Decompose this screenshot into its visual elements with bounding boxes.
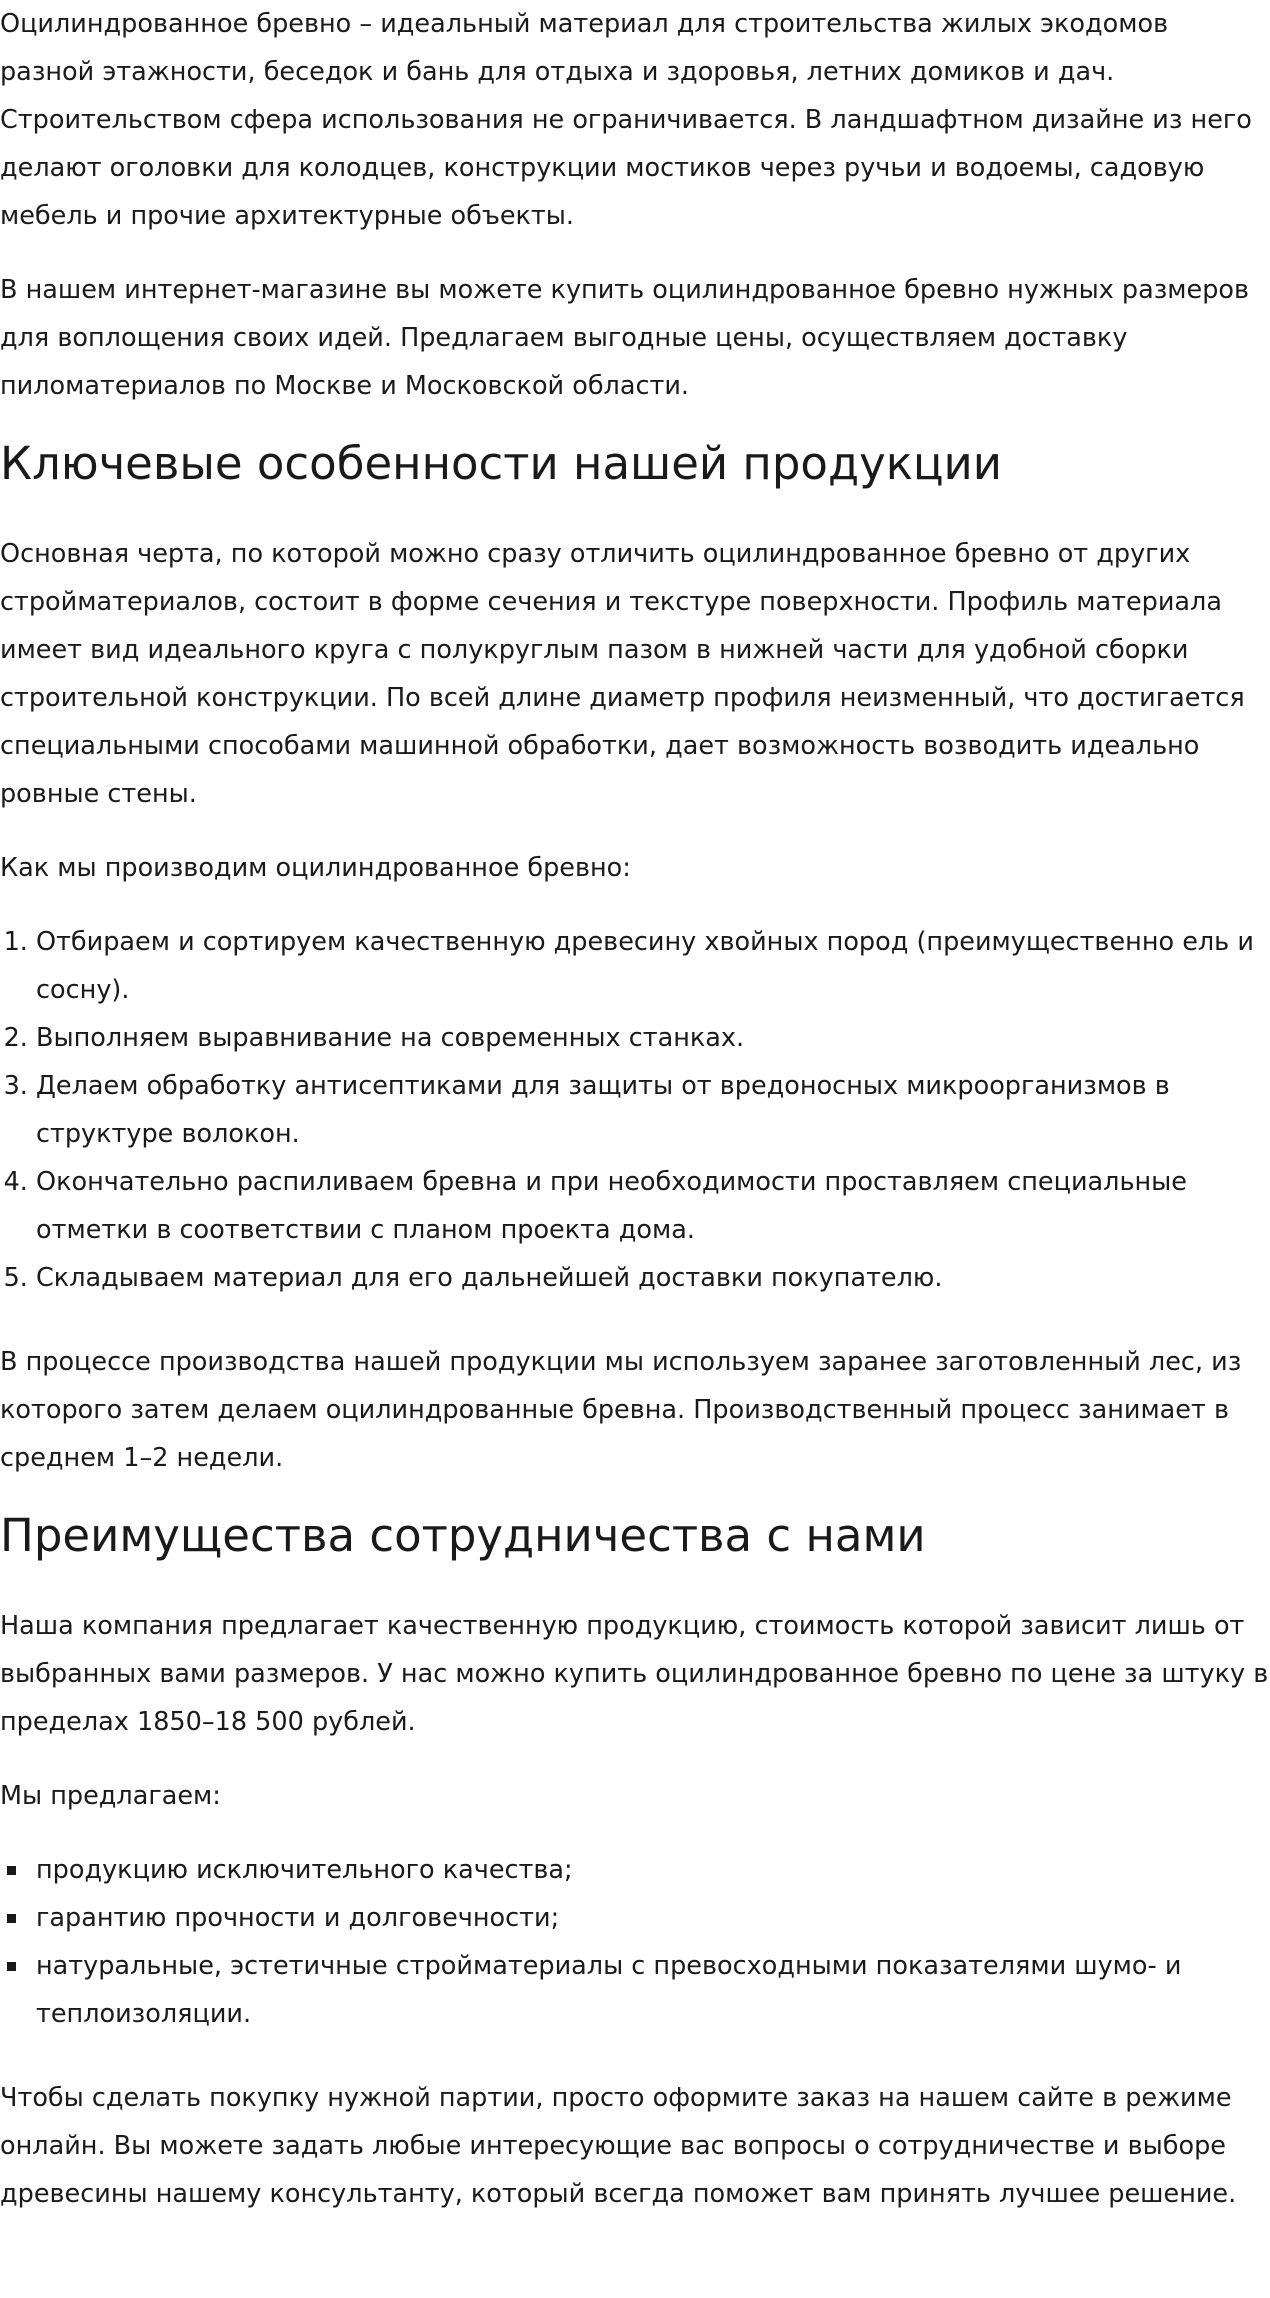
offer-item: гарантию прочности и долговечности; bbox=[36, 1894, 1270, 1942]
advantages-paragraph-2: Мы предлагаем: bbox=[0, 1781, 221, 1811]
offer-item: натуральные, эстетичные стройматериалы с превосходными показателями шумо- и теплоизоляции. bbox=[36, 1942, 1270, 2038]
features-paragraph-3: В процессе производства нашей продукции мы используем заранее заготовленный лес, из которого затем делаем оцилиндрованные бревна. Производственный процесс занимает в среднем 1–2 недели. bbox=[0, 1347, 1242, 1473]
offer-list bbox=[0, 1846, 1270, 2038]
production-steps-list bbox=[0, 918, 1270, 1302]
offer-item: продукцию исключительного качества; bbox=[36, 1846, 1270, 1894]
advantages-paragraph-1: Наша компания предлагает качественную продукцию, стоимость которой зависит лишь от выбранных вами размеров. У нас можно купить оцилиндрованное бревно по цене за штуку в пределах 1850–18 500 рублей. bbox=[0, 1611, 1269, 1737]
advantages-paragraph-3: Чтобы сделать покупку нужной партии, просто оформите заказ на нашем сайте в режиме онлайн. Вы можете задать любые интересующие вас вопросы о сотрудничестве и выборе древесины нашему консультанту, который всегда поможет вам принять лучшее решение. bbox=[0, 2083, 1237, 2209]
features-paragraph-1: Основная черта, по которой можно сразу отличить оцилиндрованное бревно от других стройматериалов, состоит в форме сечения и текстуре поверхности. Профиль материала имеет вид идеального круга с полукруглым пазом в нижней части для удобной сборки строительной конструкции. По всей длине диаметр профиля неизменный, что достигается специальными способами машинной обработки, дает возможность возводить идеально ровные стены. bbox=[0, 539, 1245, 809]
intro-paragraph-1: Оцилиндрованное бревно – идеальный материал для строительства жилых экодомов разной этажности, беседок и бань для отдыха и здоровья, летних домиков и дач. Строительством сфера использования не ограничивается. В ландшафтном дизайне из него делают оголовки для колодцев, конструкции мостиков через ручьи и водоемы, садовую мебель и прочие архитектурные объекты. bbox=[0, 9, 1252, 231]
production-step: 4. Окончательно распиливаем бревна и при необходимости проставляем специальные отметки в соответствии с планом проекта дома. bbox=[36, 1158, 1270, 1254]
production-step: 1. Отбираем и сортируем качественную древесину хвойных пород (преимущественно ель и сосну). bbox=[36, 918, 1270, 1014]
advantages-heading: Преимущества сотрудничества с нами bbox=[0, 1509, 926, 1562]
features-paragraph-2: Как мы производим оцилиндрованное бревно: bbox=[0, 853, 631, 883]
features-heading: Ключевые особенности нашей продукции bbox=[0, 437, 1002, 490]
production-step: 2. Выполняем выравнивание на современных станках. bbox=[36, 1014, 1270, 1062]
intro-paragraph-2: В нашем интернет-магазине вы можете купить оцилиндрованное бревно нужных размеров для воплощения своих идей. Предлагаем выгодные цены, осуществляем доставку пиломатериалов по Москве и Московской области. bbox=[0, 275, 1250, 401]
production-step: 3. Делаем обработку антисептиками для защиты от вредоносных микроорганизмов в структуре волокон. bbox=[36, 1062, 1270, 1158]
production-step: 5. Складываем материал для его дальнейшей доставки покупателю. bbox=[36, 1254, 1270, 1302]
